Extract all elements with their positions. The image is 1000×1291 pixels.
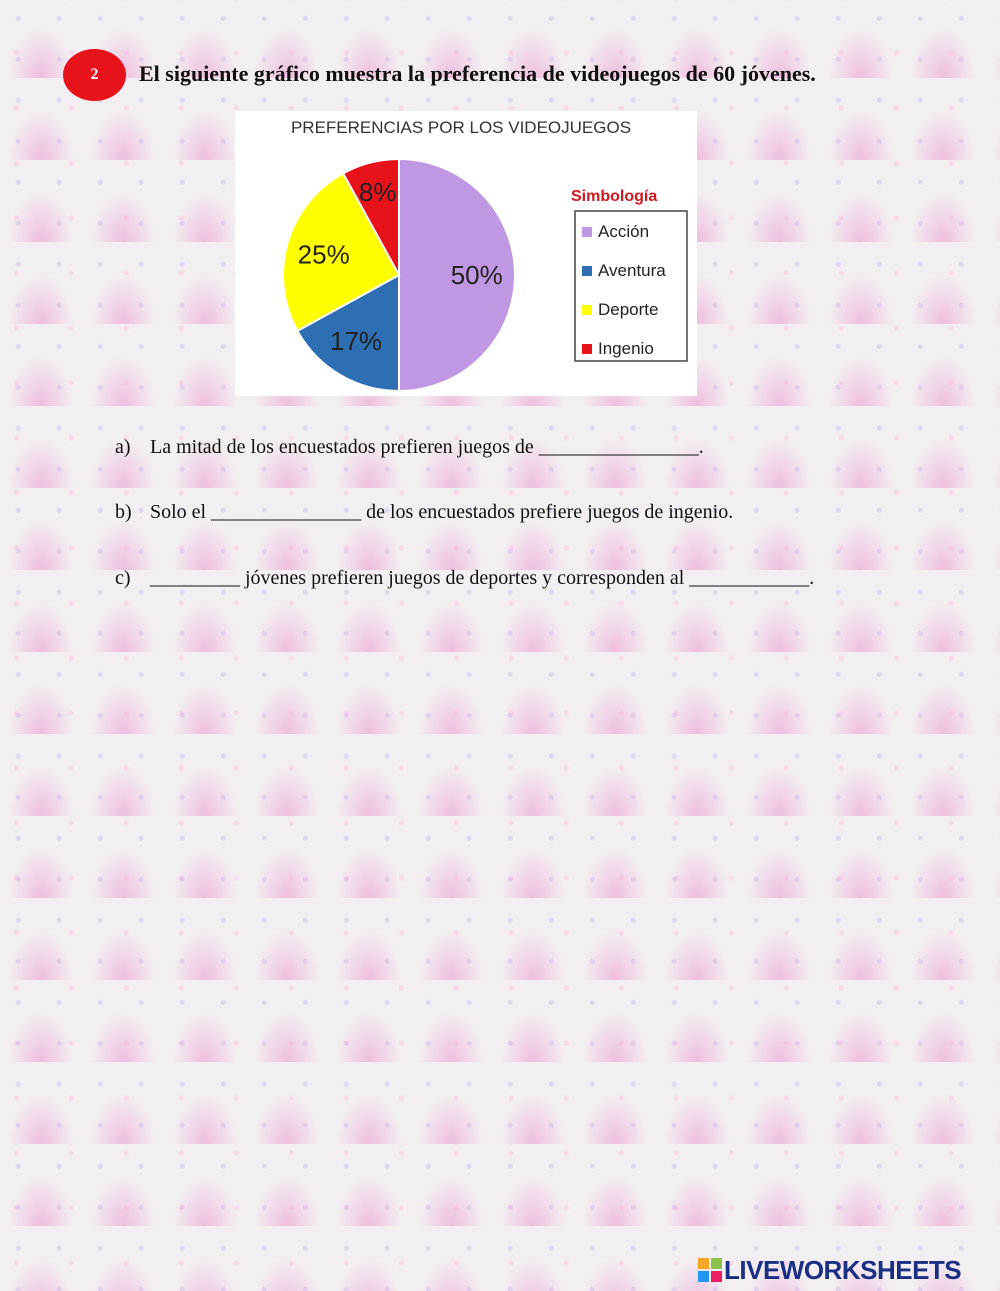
legend-swatch [582, 344, 592, 354]
question-b-letter: b) [115, 501, 132, 523]
question-a [115, 436, 704, 459]
question-a-letter: a) [115, 436, 131, 458]
question-b [115, 501, 733, 524]
legend-label: Deporte [598, 300, 659, 319]
liveworksheets-logo [698, 1256, 994, 1284]
liveworksheets-logo-icon [698, 1258, 722, 1282]
legend-label: Acción [598, 222, 650, 241]
chart-title: PREFERENCIAS POR LOS VIDEOJUEGOS [290, 118, 632, 137]
legend-swatch [582, 266, 592, 276]
legend-label: Aventura [598, 261, 666, 280]
question-b-text: Solo el _______________ de los encuestados prefiere juegos de ingenio. [150, 501, 734, 523]
legend-swatch [582, 305, 592, 315]
legend-label: Ingenio [598, 339, 654, 358]
question-c-letter: c) [115, 567, 131, 589]
exercise-statement: El siguiente gráfico muestra la preferencia de videojuegos de 60 jóvenes. [139, 61, 816, 86]
pie-label-accion: 50% [450, 260, 503, 290]
exercise-number: 2 [90, 66, 99, 83]
pie-label-ingenio: 8% [358, 176, 397, 207]
legend-title: Simbología [571, 188, 658, 205]
exercise-number-badge [63, 49, 126, 101]
pie-chart-svg [235, 111, 697, 396]
pie-chart [235, 111, 697, 396]
question-c [115, 567, 814, 590]
question-c-text: _________ jóvenes prefieren juegos de deportes y corresponden al ____________. [150, 567, 815, 589]
brand-name: LIVEWORKSHEETS [724, 1254, 962, 1285]
pie-label-aventura: 17% [330, 325, 383, 356]
pie-label-deporte: 25% [297, 239, 350, 270]
legend-swatch [582, 227, 592, 237]
question-a-text: La mitad de los encuestados prefieren juegos de ________________. [150, 436, 704, 458]
